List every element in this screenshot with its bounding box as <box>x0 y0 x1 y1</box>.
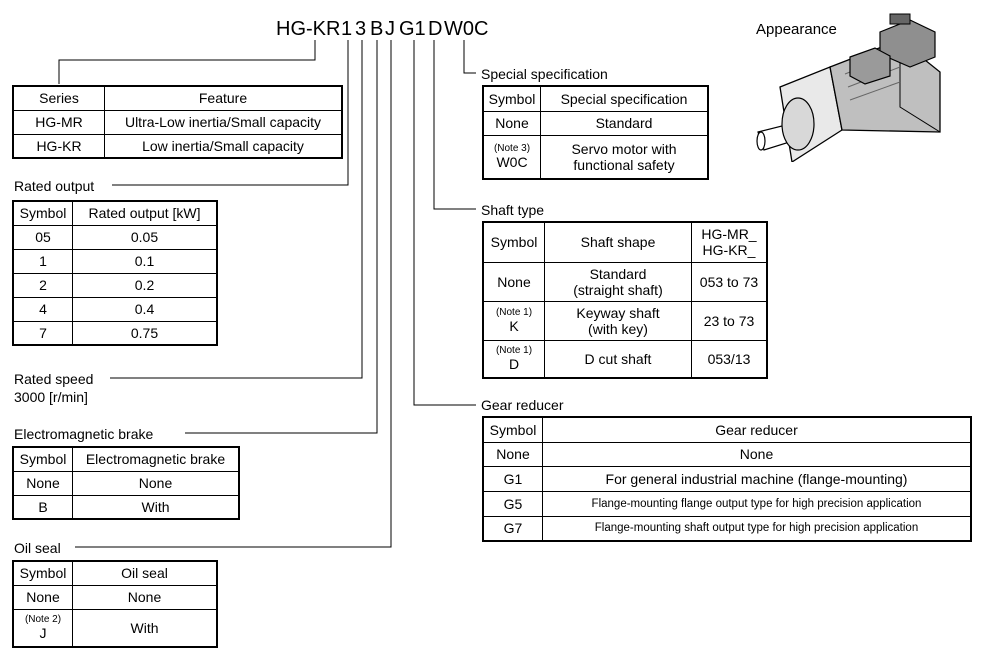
series-row-symbol: HG-KR <box>13 134 105 158</box>
brake-header-value: Electromagnetic brake <box>73 447 240 471</box>
oil-seal-title: Oil seal <box>14 540 61 556</box>
rated-output-title: Rated output <box>14 178 95 194</box>
table-cell <box>483 135 541 179</box>
shaft-header-shape: Shaft shape <box>545 222 692 262</box>
rated-speed-value: 3000 [r/min] <box>14 389 88 405</box>
code-special: W0C <box>444 18 489 40</box>
gear-reducer-table <box>482 416 972 542</box>
table-cell: With <box>73 495 240 519</box>
appearance-label: Appearance <box>756 21 837 38</box>
special-header-value: Special specification <box>541 86 709 111</box>
table-cell: 0.05 <box>73 225 218 249</box>
shaft-header-models <box>692 222 768 262</box>
table-cell: 0.1 <box>73 249 218 273</box>
symbol-text: J <box>39 625 47 642</box>
code-oil-seal: J <box>385 18 395 40</box>
brake-title: Electromagnetic brake <box>14 426 154 442</box>
table-cell: 23 to 73 <box>692 301 768 340</box>
table-cell <box>483 301 545 340</box>
special-header-symbol: Symbol <box>483 86 541 111</box>
table-cell: G7 <box>483 516 543 541</box>
shaft-header-symbol: Symbol <box>483 222 545 262</box>
shape-line: Keyway shaft <box>576 304 660 321</box>
model-line: HG-KR_ <box>702 242 756 259</box>
shaft-type-title: Shaft type <box>481 202 545 218</box>
table-cell <box>13 609 73 647</box>
note-label: (Note 3) <box>493 143 531 155</box>
series-header-symbol: Series <box>13 86 105 110</box>
code-gear: G1 <box>399 18 426 40</box>
table-cell: 0.4 <box>73 297 218 321</box>
servo-motor-image <box>750 12 950 162</box>
shaft-type-table <box>482 221 768 379</box>
table-cell: 0.2 <box>73 273 218 297</box>
table-cell <box>483 340 545 378</box>
table-cell <box>541 135 709 179</box>
gear-reducer-title: Gear reducer <box>481 397 564 413</box>
table-cell: D cut shaft <box>545 340 692 378</box>
table-cell: 2 <box>13 273 73 297</box>
oil-seal-header-value: Oil seal <box>73 561 218 585</box>
oil-seal-header-symbol: Symbol <box>13 561 73 585</box>
table-cell: For general industrial machine (flange-mounting) <box>543 466 972 491</box>
note-label: (Note 1) <box>495 345 533 357</box>
table-cell: G5 <box>483 491 543 516</box>
value-line: Servo motor with <box>571 140 677 157</box>
table-cell: None <box>13 585 73 609</box>
table-cell: 1 <box>13 249 73 273</box>
table-cell: 053/13 <box>692 340 768 378</box>
code-shaft: D <box>428 18 443 40</box>
rated-output-table <box>12 200 218 346</box>
rated-output-header-symbol: Symbol <box>13 201 73 225</box>
code-output-a: 1 <box>341 18 353 40</box>
table-cell: None <box>73 471 240 495</box>
gear-header-value: Gear reducer <box>543 417 972 442</box>
shape-line: Standard <box>589 265 647 282</box>
special-spec-table <box>482 85 709 180</box>
table-cell: None <box>483 262 545 301</box>
brake-table <box>12 446 240 520</box>
special-spec-title: Special specification <box>481 66 608 82</box>
table-cell: None <box>73 585 218 609</box>
table-cell: Standard <box>541 111 709 135</box>
note-label: (Note 2) <box>24 614 62 626</box>
symbol-text: D <box>508 356 520 373</box>
series-row-feature: Low inertia/Small capacity <box>105 134 343 158</box>
gear-header-symbol: Symbol <box>483 417 543 442</box>
code-brake: B <box>370 18 384 40</box>
table-cell: 05 <box>13 225 73 249</box>
oil-seal-table <box>12 560 218 648</box>
table-cell: None <box>13 471 73 495</box>
series-row-symbol: HG-MR <box>13 110 105 134</box>
table-cell: 0.75 <box>73 321 218 345</box>
shape-line: (straight shaft) <box>573 281 663 298</box>
table-cell: 4 <box>13 297 73 321</box>
table-cell: None <box>543 442 972 466</box>
table-cell <box>545 301 692 340</box>
shape-line: (with key) <box>588 320 648 337</box>
table-cell: None <box>483 111 541 135</box>
model-line: HG-MR_ <box>701 226 757 243</box>
table-cell: 053 to 73 <box>692 262 768 301</box>
series-table <box>12 85 343 159</box>
table-cell: B <box>13 495 73 519</box>
table-cell: 7 <box>13 321 73 345</box>
value-line: functional safety <box>573 156 675 173</box>
series-row-feature: Ultra-Low inertia/Small capacity <box>105 110 343 134</box>
note-label: (Note 1) <box>495 307 533 318</box>
rated-speed-title: Rated speed <box>14 371 94 387</box>
table-cell: None <box>483 442 543 466</box>
series-header-feature: Feature <box>105 86 343 110</box>
table-cell: Flange-mounting flange output type for high precision application <box>543 491 972 516</box>
brake-header-symbol: Symbol <box>13 447 73 471</box>
table-cell <box>545 262 692 301</box>
table-cell: G1 <box>483 466 543 491</box>
table-cell: With <box>73 609 218 647</box>
table-cell: Flange-mounting shaft output type for high precision application <box>543 516 972 541</box>
code-series: HG-KR <box>276 18 341 40</box>
symbol-text: W0C <box>496 154 528 171</box>
symbol-text: K <box>509 318 519 334</box>
code-output-b: 3 <box>355 18 367 40</box>
rated-output-header-value: Rated output [kW] <box>73 201 218 225</box>
